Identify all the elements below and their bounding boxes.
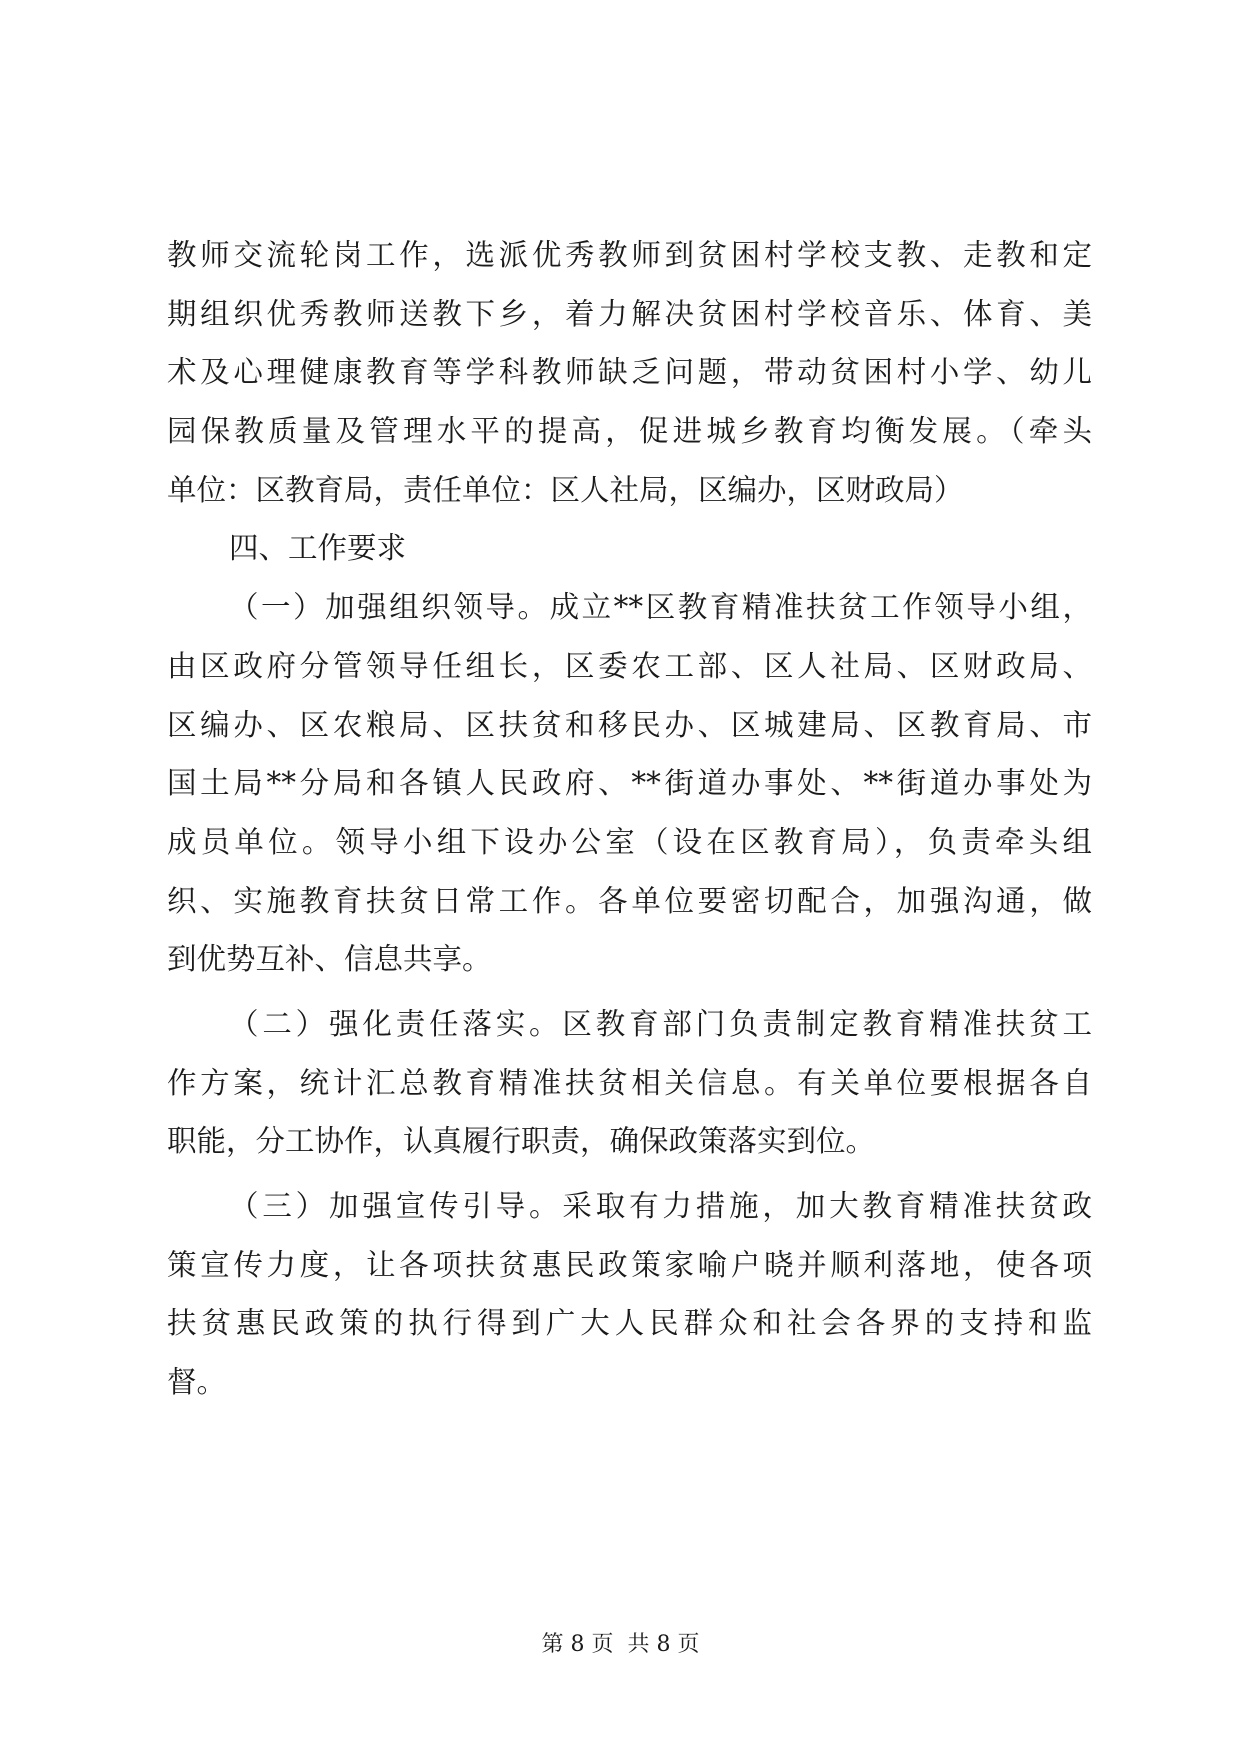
text-line: （二）强化责任落实。区教育部门负责制定教育精准扶贫工 — [229, 1006, 1092, 1041]
text-line: 园保教质量及管理水平的提高，促进城乡教育均衡发展。（牵头 — [167, 414, 1092, 449]
text-line: 教师交流轮岗工作，选派优秀教师到贫困村学校支教、走教和定 — [167, 238, 1092, 272]
text-line: 职能，分工协作，认真履行职责，确保政策落实到位。 — [167, 1124, 876, 1159]
text-line: 作方案，统计汇总教育精准扶贫相关信息。有关单位要根据各自 — [167, 1065, 1092, 1100]
paragraph-teacher-rotation — [167, 226, 1092, 519]
text-line: 策宣传力度，让各项扶贫惠民政策家喻户晓并顺利落地，使各项 — [167, 1247, 1092, 1282]
text-line: 术及心理健康教育等学科教师缺乏问题，带动贫困村小学、幼儿 — [167, 355, 1092, 390]
paragraph-publicity — [167, 1177, 1092, 1412]
text-line: 织、实施教育扶贫日常工作。各单位要密切配合，加强沟通，做 — [167, 883, 1092, 918]
page-number-footer: 第 8 页 共 8 页 — [541, 1632, 700, 1657]
text-line: 督。 — [167, 1365, 227, 1400]
text-line: 成员单位。领导小组下设办公室（设在区教育局），负责牵头组 — [167, 824, 1092, 859]
text-line: （一）加强组织领导。成立**区教育精准扶贫工作领导小组， — [229, 590, 1092, 625]
text-line: （三）加强宣传引导。采取有力措施，加大教育精准扶贫政 — [229, 1189, 1092, 1223]
text-line: 扶贫惠民政策的执行得到广大人民群众和社会各界的支持和监 — [167, 1306, 1092, 1341]
document-body — [167, 226, 1092, 1412]
paragraph-responsibility — [167, 995, 1092, 1171]
section-heading-work-requirements: 四、工作要求 — [229, 531, 407, 566]
text-line: 国土局**分局和各镇人民政府、**街道办事处、**街道办事处为 — [167, 766, 1092, 801]
paragraph-organization-leadership — [167, 578, 1092, 989]
text-line: 区编办、区农粮局、区扶贫和移民办、区城建局、区教育局、市 — [167, 707, 1092, 742]
text-line: 期组织优秀教师送教下乡，着力解决贫困村学校音乐、体育、美 — [167, 296, 1092, 331]
text-line: 由区政府分管领导任组长，区委农工部、区人社局、区财政局、 — [167, 648, 1092, 683]
text-line: 单位：区教育局，责任单位：区人社局，区编办，区财政局） — [167, 472, 964, 507]
text-line: 到优势互补、信息共享。 — [167, 942, 492, 977]
